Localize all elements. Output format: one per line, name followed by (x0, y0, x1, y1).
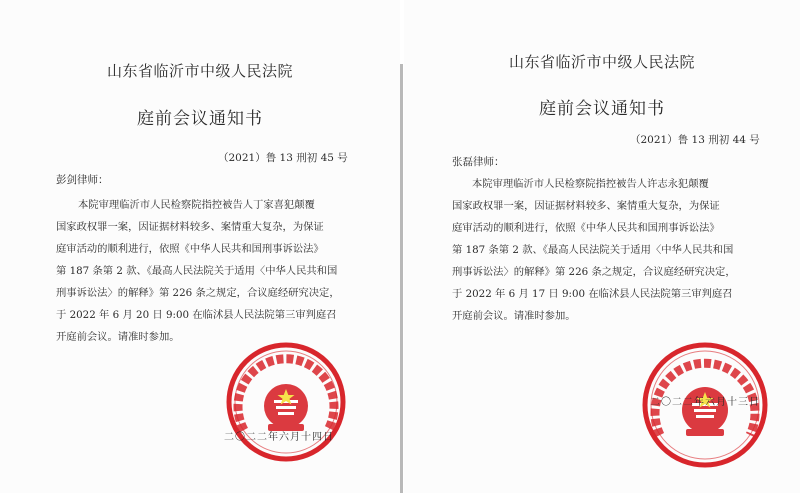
body-line: 第 187 条第 2 款、《最高人民法院关于适用〈中华人民共和国 (452, 244, 734, 256)
body-line: 开庭前会议。请准时参加。 (452, 310, 576, 322)
issue-date: 二〇二二年六月十三日 (650, 397, 760, 408)
body-line: 开庭前会议。请准时参加。 (56, 331, 180, 343)
body-line: 于 2022 年 6 月 20 日 9:00 在临沭县人民法院第三审判庭召 (56, 309, 337, 321)
issue-date: 二〇二二年六月十四日 (224, 432, 334, 443)
document-title: 庭前会议通知书 (539, 99, 665, 119)
body-line: 庭审活动的顺利进行，依照《中华人民共和国刑事诉讼法》 (56, 243, 324, 255)
body-line: 第 187 条第 2 款、《最高人民法院关于适用〈中华人民共和国 (56, 265, 338, 277)
body-line: 国家政权罪一案，因证据材料较多、案情重大复杂，为保证 (56, 221, 324, 233)
body-line: 刑事诉讼法〉的解释》第 226 条之规定，合议庭经研究决定， (452, 266, 736, 278)
notice-right (404, 0, 800, 493)
body-line: 刑事诉讼法〉的解释》第 226 条之规定，合议庭经研究决定， (56, 287, 340, 299)
court-seal-icon (224, 340, 348, 464)
case-number: （2021）鲁 13 刑初 45 号 (218, 152, 348, 164)
addressee: 张磊律师： (452, 156, 505, 168)
body-line: 国家政权罪一案，因证据材料较多、案情重大复杂，为保证 (452, 200, 720, 212)
court-name: 山东省临沂市中级人民法院 (508, 53, 695, 71)
body-line: 于 2022 年 6 月 17 日 9:00 在临沭县人民法院第三审判庭召 (452, 288, 733, 300)
body-line: 本院审理临沂市人民检察院指控被告人许志永犯颠覆 (472, 178, 709, 190)
page-divider (400, 64, 403, 493)
body-line: 本院审理临沂市人民检察院指控被告人丁家喜犯颠覆 (78, 199, 315, 211)
addressee: 彭剑律师： (56, 174, 109, 186)
document-title: 庭前会议通知书 (137, 109, 263, 129)
case-number: （2021）鲁 13 刑初 44 号 (630, 134, 760, 146)
body-line: 庭审活动的顺利进行，依照《中华人民共和国刑事诉讼法》 (452, 222, 720, 234)
court-name: 山东省临沂市中级人民法院 (106, 62, 293, 80)
